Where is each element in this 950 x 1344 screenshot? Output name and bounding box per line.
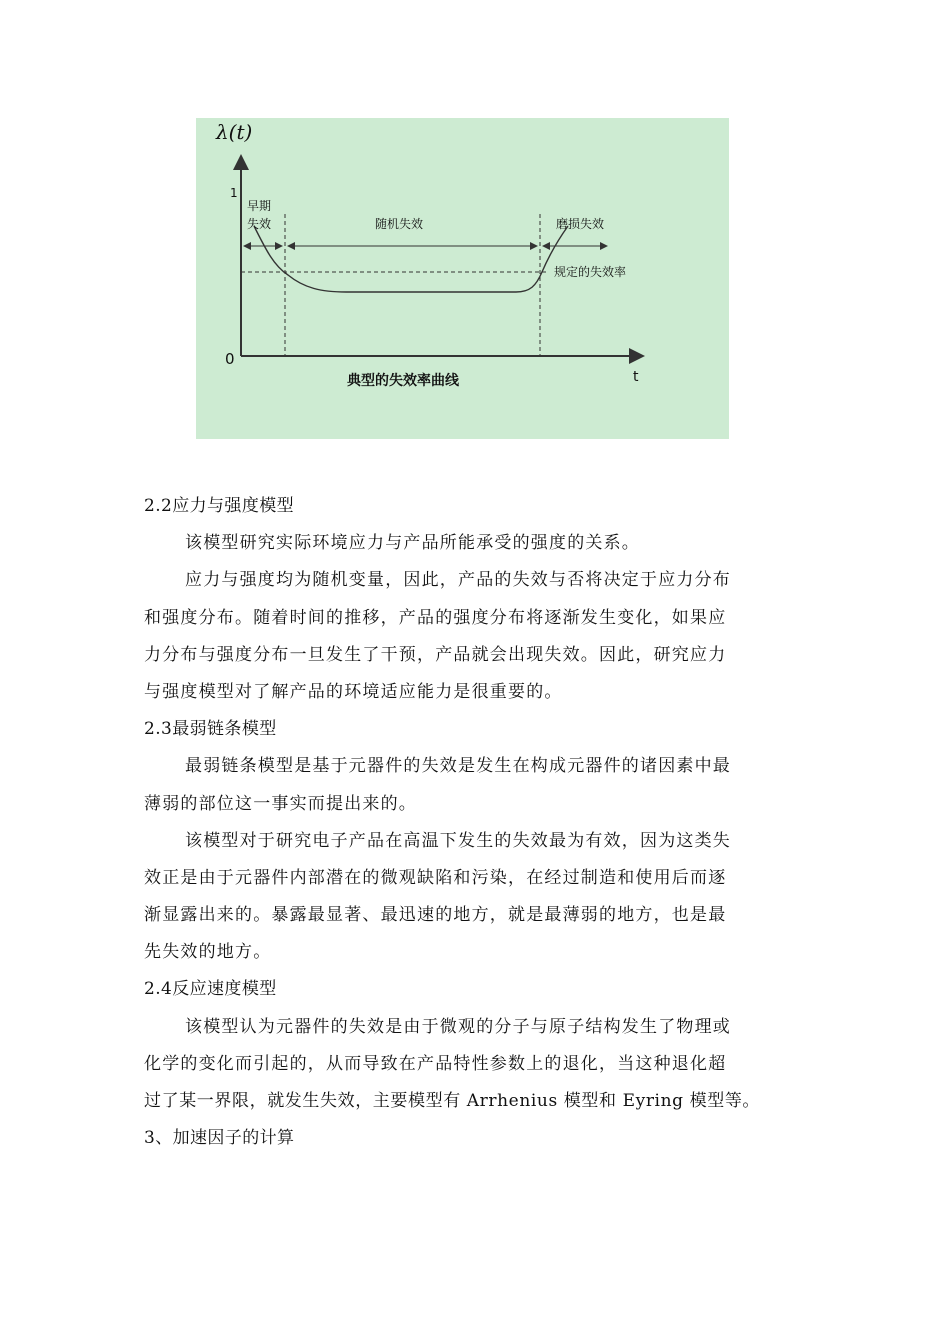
paragraph-line: 最弱链条模型是基于元器件的失效是发生在构成元器件的诸因素中最 bbox=[185, 756, 731, 777]
y-tick-one: 1 bbox=[230, 186, 238, 200]
section-heading: 2.2应力与强度模型 bbox=[144, 496, 295, 516]
section-stress-strength bbox=[144, 488, 814, 711]
paragraph-line: 与强度模型对了解产品的环境适应能力是很重要的。 bbox=[144, 681, 563, 702]
x-axis-label: t bbox=[633, 369, 639, 385]
section-heading: 2.4反应速度模型 bbox=[144, 979, 277, 1000]
section-acceleration-factor bbox=[144, 1120, 814, 1157]
origin-label: 0 bbox=[225, 350, 235, 368]
bathtub-curve-chart bbox=[196, 118, 729, 439]
wear-label: 磨损失效 bbox=[556, 217, 605, 231]
early-label-line1: 早期 bbox=[247, 199, 272, 213]
paragraph-line: 先失效的地方。 bbox=[144, 942, 272, 963]
early-label-line2: 失效 bbox=[247, 217, 272, 231]
paragraph-line: 该模型对于研究电子产品在高温下发生的失效最为有效，因为这类失 bbox=[185, 830, 731, 851]
section-reaction-rate bbox=[144, 971, 814, 1120]
document-body bbox=[144, 488, 814, 1157]
paragraph-line: 效正是由于元器件内部潜在的微观缺陷和污染，在经过制造和使用后而逐 bbox=[144, 867, 727, 888]
paragraph-line: 力分布与强度分布一旦发生了干预，产品就会出现失效。因此，研究应力 bbox=[144, 644, 727, 665]
paragraph-line: 应力与强度均为随机变量，因此，产品的失效与否将决定于应力分布 bbox=[185, 570, 731, 591]
paragraph-line: 该模型认为元器件的失效是由于微观的分子与原子结构发生了物理或 bbox=[185, 1016, 731, 1037]
paragraph-line: 薄弱的部位这一事实而提出来的。 bbox=[144, 793, 417, 814]
section-heading: 2.3最弱链条模型 bbox=[144, 719, 277, 740]
random-label: 随机失效 bbox=[375, 217, 424, 231]
paragraph-line: 渐显露出来的。暴露最显著、最迅速的地方，就是最薄弱的地方，也是最 bbox=[144, 905, 727, 926]
figure-title: 典型的失效率曲线 bbox=[347, 373, 459, 389]
paragraph-line: 该模型研究实际环境应力与产品所能承受的强度的关系。 bbox=[185, 533, 640, 554]
paragraph-line: 化学的变化而引起的，从而导致在产品特性参数上的退化，当这种退化超 bbox=[144, 1053, 727, 1074]
threshold-label: 规定的失效率 bbox=[554, 265, 627, 279]
paragraph-line: 和强度分布。随着时间的推移，产品的强度分布将逐渐发生变化，如果应 bbox=[144, 607, 727, 628]
section-heading: 3、加速因子的计算 bbox=[144, 1128, 295, 1149]
paragraph-line: 过了某一界限，就发生失效，主要模型有 Arrhenius 模型和 Eyring 模型等。 bbox=[144, 1091, 761, 1111]
failure-rate-curve bbox=[254, 226, 568, 292]
y-axis-label: λ(t) bbox=[216, 120, 253, 144]
section-weakest-link bbox=[144, 711, 814, 971]
failure-rate-figure bbox=[196, 118, 729, 439]
